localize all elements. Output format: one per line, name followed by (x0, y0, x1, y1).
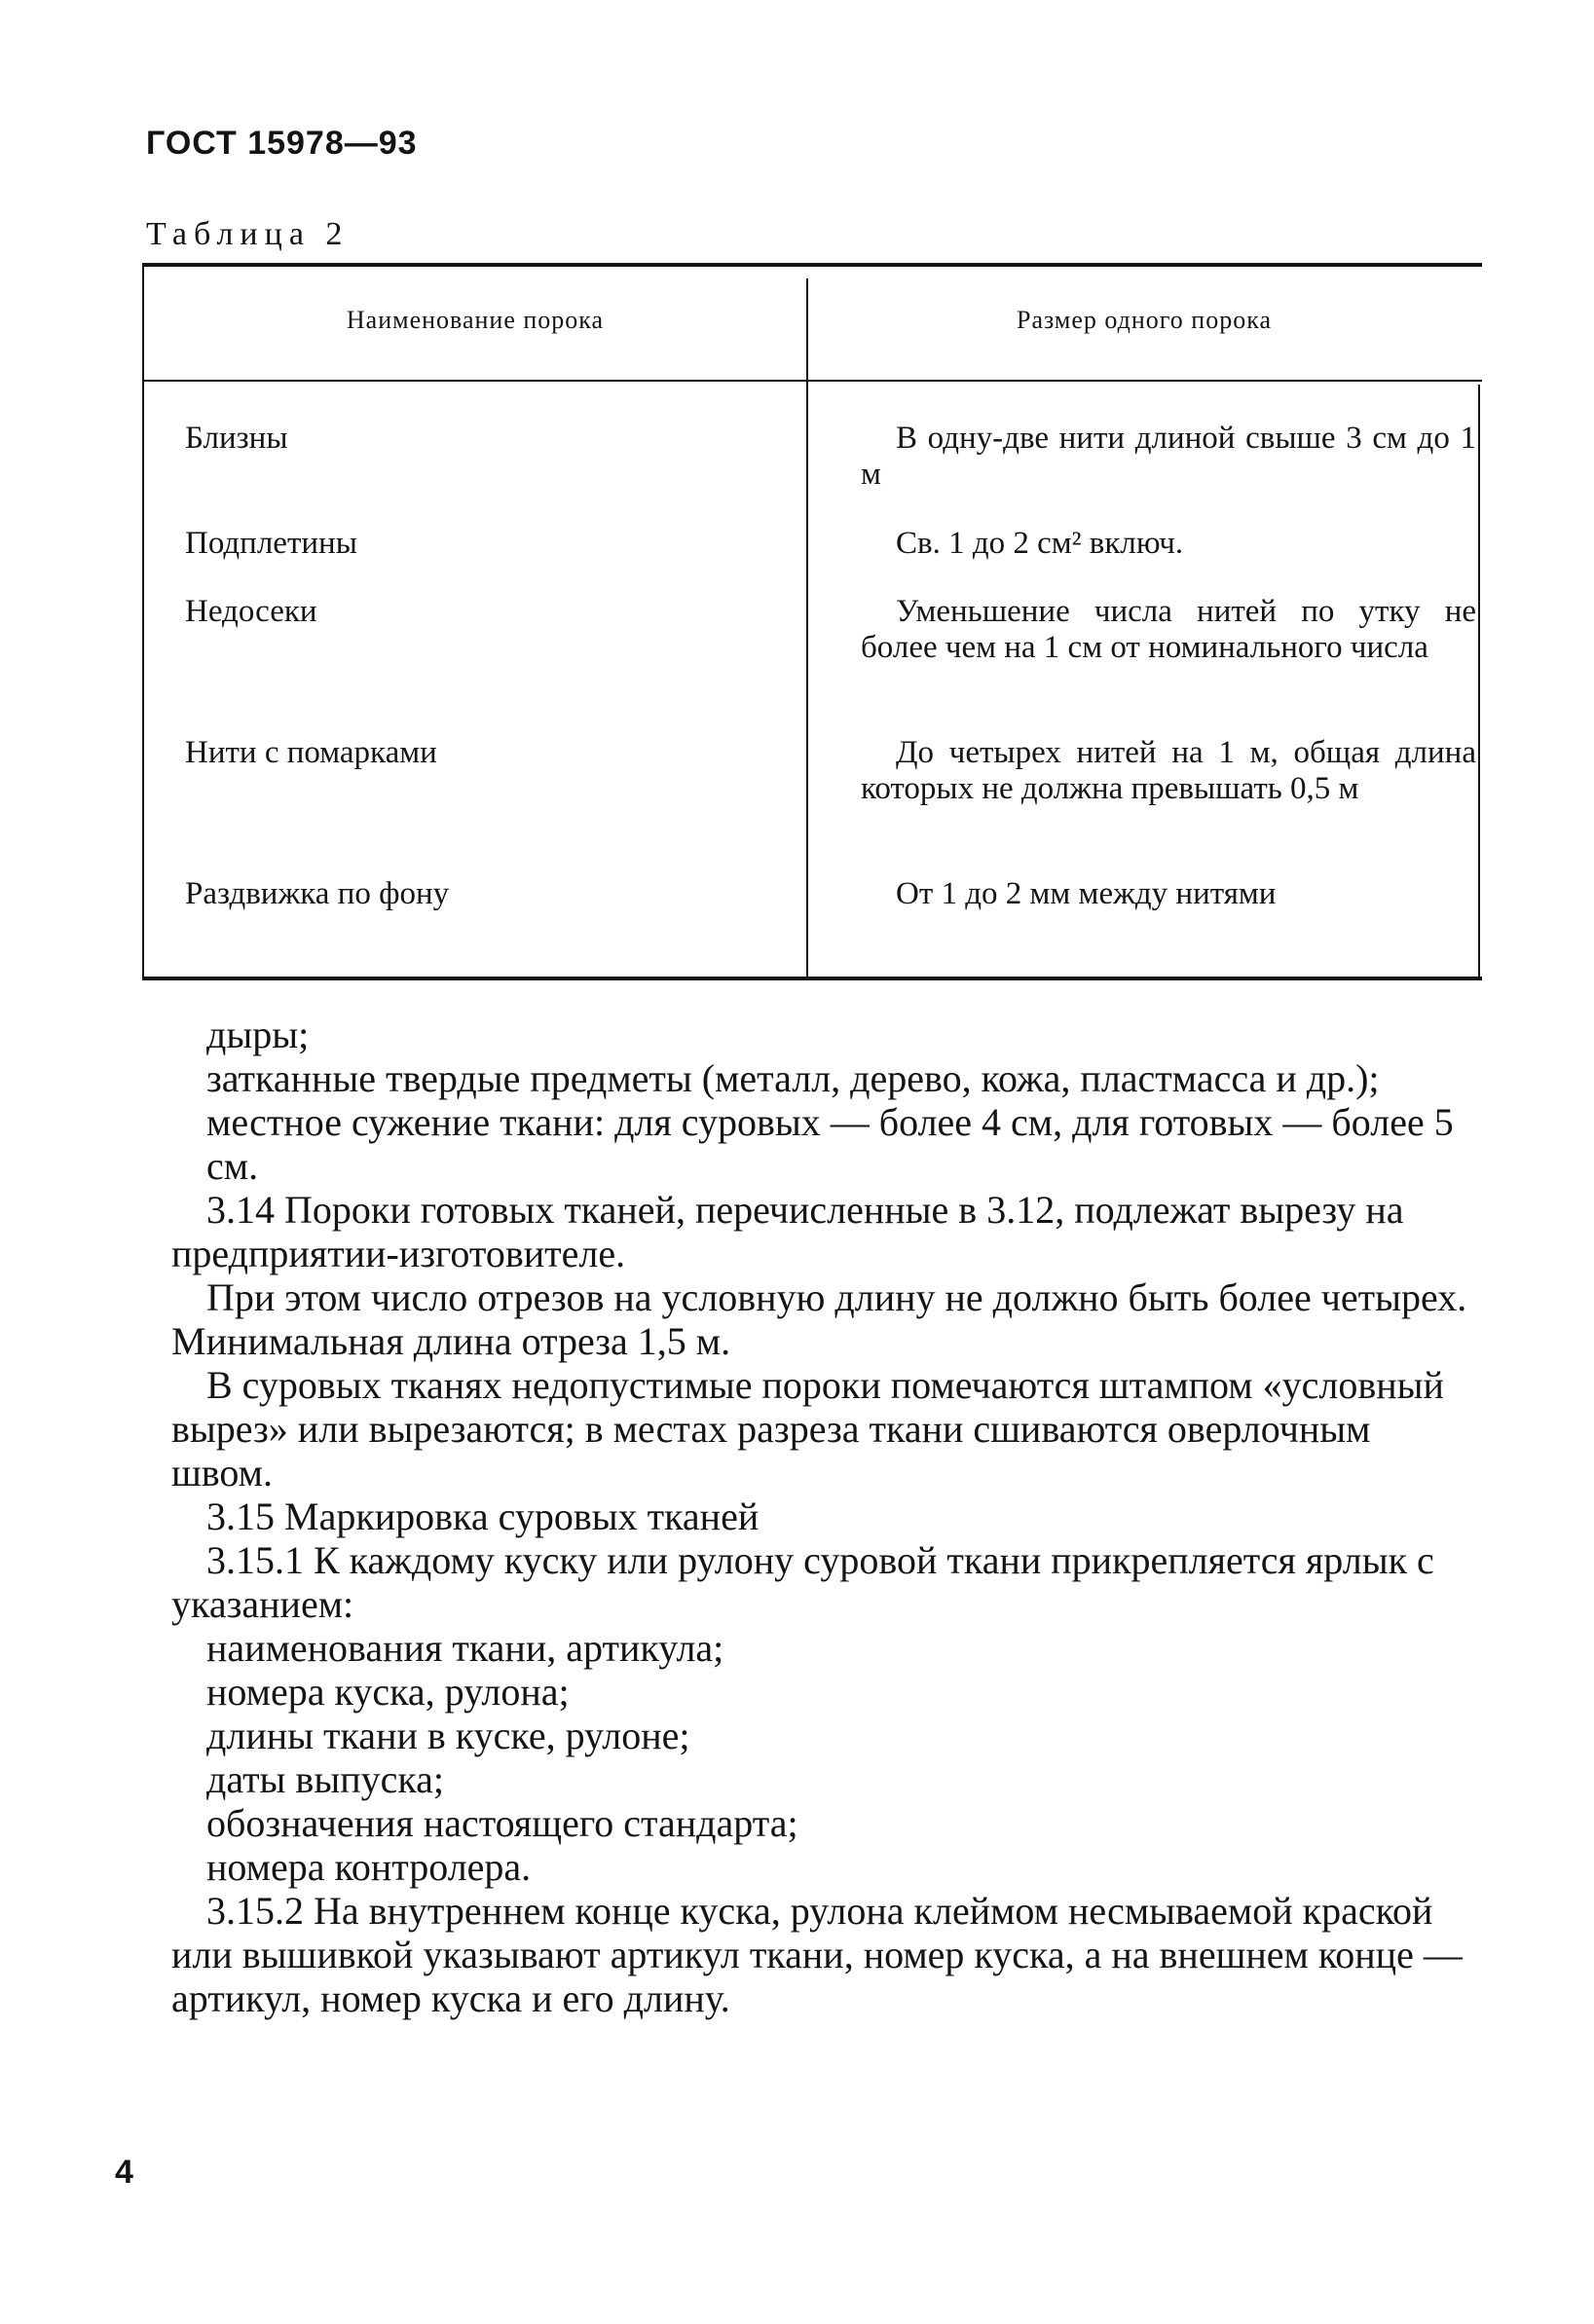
list-item: дыры; (206, 1013, 310, 1056)
section-3-15-title: 3.15 Маркировка суровых тканей (206, 1494, 760, 1538)
document-header: ГОСТ 15978—93 (146, 125, 418, 162)
defect-name: Раздвижка по фону (185, 876, 450, 911)
defect-name: Нити с помарками (185, 735, 437, 770)
list-item: длины ткани в куске, рулоне; (206, 1714, 690, 1757)
list-item: номера куска, рулона; (206, 1670, 570, 1714)
defect-size: Уменьшение числа нитей по утку не более чем на 1 см от номинального числа (861, 594, 1476, 665)
defect-size: Св. 1 до 2 см² включ. (896, 526, 1184, 561)
list-item: номера контролера. (206, 1845, 532, 1889)
defect-size: В одну-две нити длиной свыше 3 см до 1 м (861, 421, 1476, 492)
page-number: 4 (115, 2154, 133, 2191)
table-column-divider (806, 278, 808, 978)
column-header-defect-name: Наименование порока (346, 306, 605, 334)
table-left-border (142, 263, 144, 978)
defect-name: Близны (185, 421, 288, 456)
table-right-border (1478, 385, 1480, 978)
defect-name: Подплетины (185, 526, 357, 561)
defect-size: До четырех нитей на 1 м, общая длина которых не должна превышать 0,5 м (861, 735, 1476, 806)
table-caption: Таблица 2 (146, 216, 350, 252)
list-item: местное сужение ткани: для суровых — более 4 см, для готовых — более 5 см. (206, 1100, 1454, 1188)
list-item: наименования ткани, артикула; (206, 1626, 724, 1670)
defect-name: Недосеки (185, 594, 317, 629)
list-item: даты выпуска; (206, 1757, 445, 1801)
paragraph-3-15-2: 3.15.2 На внутреннем конце куска, рулона клеймом несмываемой краской или вышивкой указывают артикул ткани, номер куска, а на внешнем конце — артикул, номер куска и его длину. (171, 1889, 1463, 2020)
paragraph-3-15-1: 3.15.1 К каждому куску или рулону суровой ткани прикрепляется ярлык с указанием: (171, 1538, 1434, 1626)
list-item: обозначения настоящего стандарта; (206, 1801, 798, 1845)
paragraph-3-14: 3.14 Пороки готовых тканей, перечисленные в 3.12, подлежат вырезу на предприятии-изготовителе. (171, 1188, 1404, 1275)
body-text (171, 1013, 1477, 2020)
defect-size: От 1 до 2 мм между нитями (896, 876, 1277, 911)
list-item: затканные твердые предметы (металл, дерево, кожа, пластмасса и др.); (206, 1056, 1380, 1100)
table-header-rule (142, 380, 1482, 382)
table-bottom-rule (142, 977, 1482, 980)
column-header-defect-size: Размер одного порока (1017, 306, 1272, 334)
paragraph-cuts: При этом число отрезов на условную длину не должно быть более четырех. Минимальная длина отреза 1,5 м. (171, 1275, 1467, 1363)
table-top-rule (142, 263, 1482, 267)
paragraph-raw-fabrics: В суровых тканях недопустимые пороки помечаются штампом «условный вырез» или вырезаются; в местах разреза ткани сшиваются оверлочным швом. (171, 1363, 1444, 1494)
